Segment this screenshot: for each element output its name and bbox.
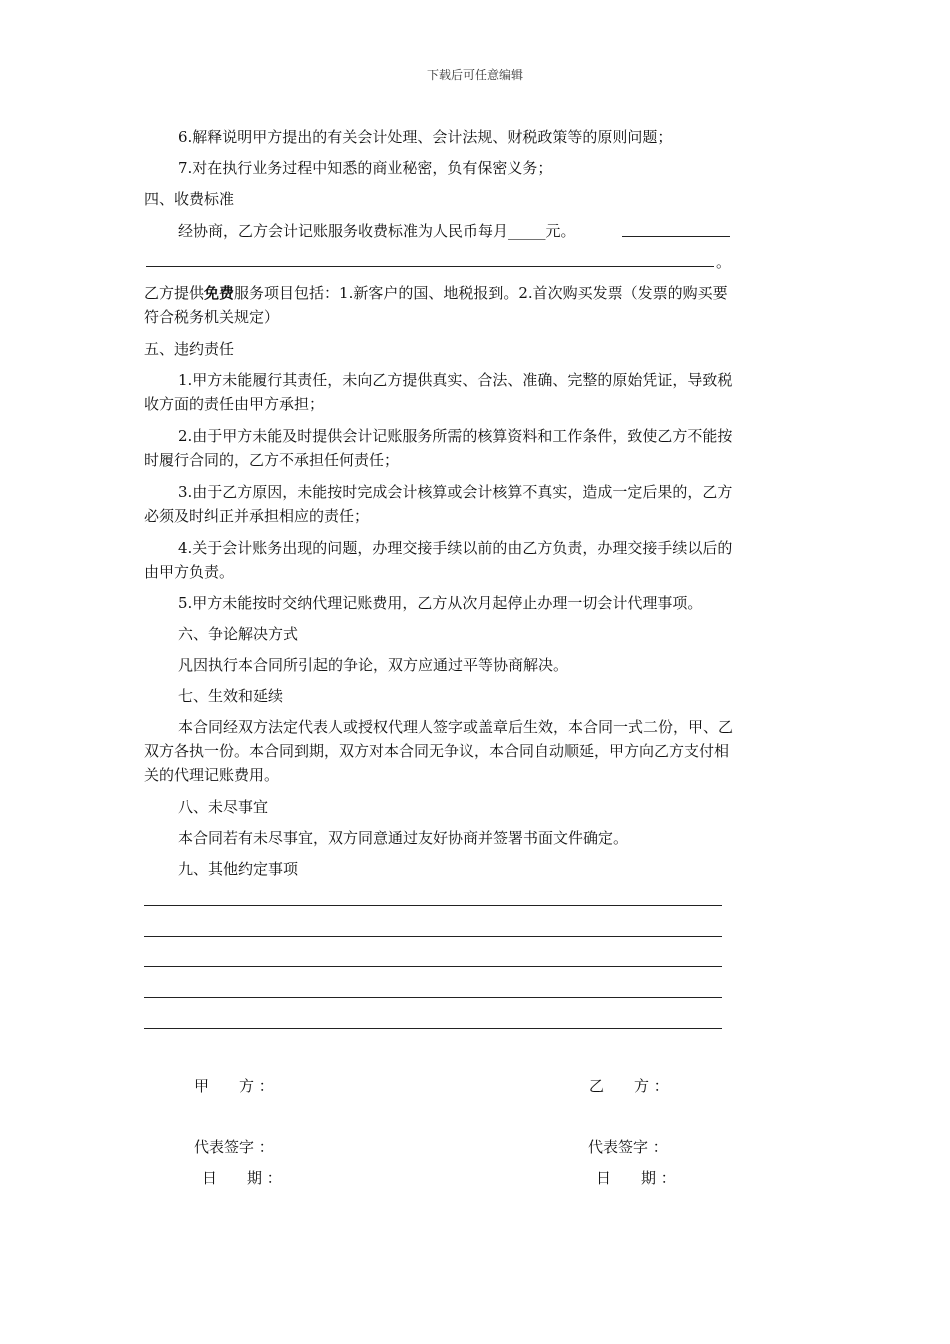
effect-line-2: 双方各执一份。本合同到期，双方对本合同无争议，本合同自动顺延，甲方向乙方支付相 <box>144 742 730 760</box>
breach-item-1-line-2: 收方面的责任由甲方承担； <box>144 395 325 413</box>
other-blank-line <box>144 997 722 998</box>
fees-heading: 四、收费标准 <box>144 190 235 208</box>
party-a-label: 甲 方 ： <box>194 1077 274 1095</box>
fees-fill-line-1 <box>622 236 730 237</box>
date-a-label: 日 期 ： <box>202 1169 282 1187</box>
dispute-text: 凡因执行本合同所引起的争论，双方应通过平等协商解决。 <box>178 656 569 674</box>
effect-line-3: 关的代理记账费用。 <box>144 766 280 784</box>
fees-fill-line-2 <box>146 266 714 267</box>
party-b-label: 乙 方 ： <box>589 1077 669 1095</box>
date-b-label: 日 期 ： <box>596 1169 676 1187</box>
breach-item-2-line-2: 时履行合同的，乙方不承担任何责任； <box>144 451 400 469</box>
fees-line-post: 元。 <box>545 222 576 240</box>
breach-item-5: 5.甲方未能按时交纳代理记账费用，乙方从次月起停止办理一切会计代理事项。 <box>178 594 703 612</box>
dispute-heading: 六、争论解决方式 <box>178 625 299 643</box>
free-services-line-1 <box>144 283 728 303</box>
free-pre: 乙方提供 <box>144 284 205 302</box>
effect-heading: 七、生效和延续 <box>178 687 284 705</box>
effect-line-1: 本合同经双方法定代表人或授权代理人签字或盖章后生效，本合同一式二份，甲、乙 <box>178 718 734 736</box>
breach-item-1-line-1: 1.甲方未能履行其责任，未向乙方提供真实、合法、准确、完整的原始凭证，导致税 <box>178 371 733 389</box>
clause-7: 7.对在执行业务过程中知悉的商业秘密，负有保密义务； <box>178 159 553 177</box>
free-services-line-2: 符合税务机关规定） <box>144 308 280 326</box>
breach-item-3-line-2: 必须及时纠正并承担相应的责任； <box>144 507 370 525</box>
fees-amount-blank: _____ <box>508 222 546 240</box>
other-heading: 九、其他约定事项 <box>178 860 299 878</box>
breach-item-4-line-2: 由甲方负责。 <box>144 563 235 581</box>
pending-heading: 八、未尽事宜 <box>178 798 269 816</box>
fees-line <box>178 221 576 241</box>
fees-end-mark: 。 <box>716 253 732 271</box>
other-blank-line <box>144 905 722 906</box>
breach-item-2-line-1: 2.由于甲方未能及时提供会计记账服务所需的核算资料和工作条件，致使乙方不能按 <box>178 427 733 445</box>
breach-heading: 五、违约责任 <box>144 340 235 358</box>
other-blank-line <box>144 1028 722 1029</box>
free-rest: 服务项目包括：1.新客户的国、地税报到。2.首次购买发票（发票的购买要 <box>234 284 728 302</box>
free-bold: 免费 <box>204 284 235 302</box>
other-blank-line <box>144 936 722 937</box>
header-note: 下载后可任意编辑 <box>426 68 523 82</box>
breach-item-4-line-1: 4.关于会计账务出现的问题，办理交接手续以前的由乙方负责，办理交接手续以后的 <box>178 539 733 557</box>
other-blank-line <box>144 966 722 967</box>
rep-a-label: 代表签字 ： <box>194 1138 274 1156</box>
fees-line-pre: 经协商，乙方会计记账服务收费标准为人民币每月 <box>178 222 509 240</box>
clause-6: 6.解释说明甲方提出的有关会计处理、会计法规、财税政策等的原则问题； <box>178 128 673 146</box>
rep-b-label: 代表签字 ： <box>588 1138 668 1156</box>
pending-text: 本合同若有未尽事宜，双方同意通过友好协商并签署书面文件确定。 <box>178 829 629 847</box>
breach-item-3-line-1: 3.由于乙方原因，未能按时完成会计核算或会计核算不真实，造成一定后果的，乙方 <box>178 483 733 501</box>
